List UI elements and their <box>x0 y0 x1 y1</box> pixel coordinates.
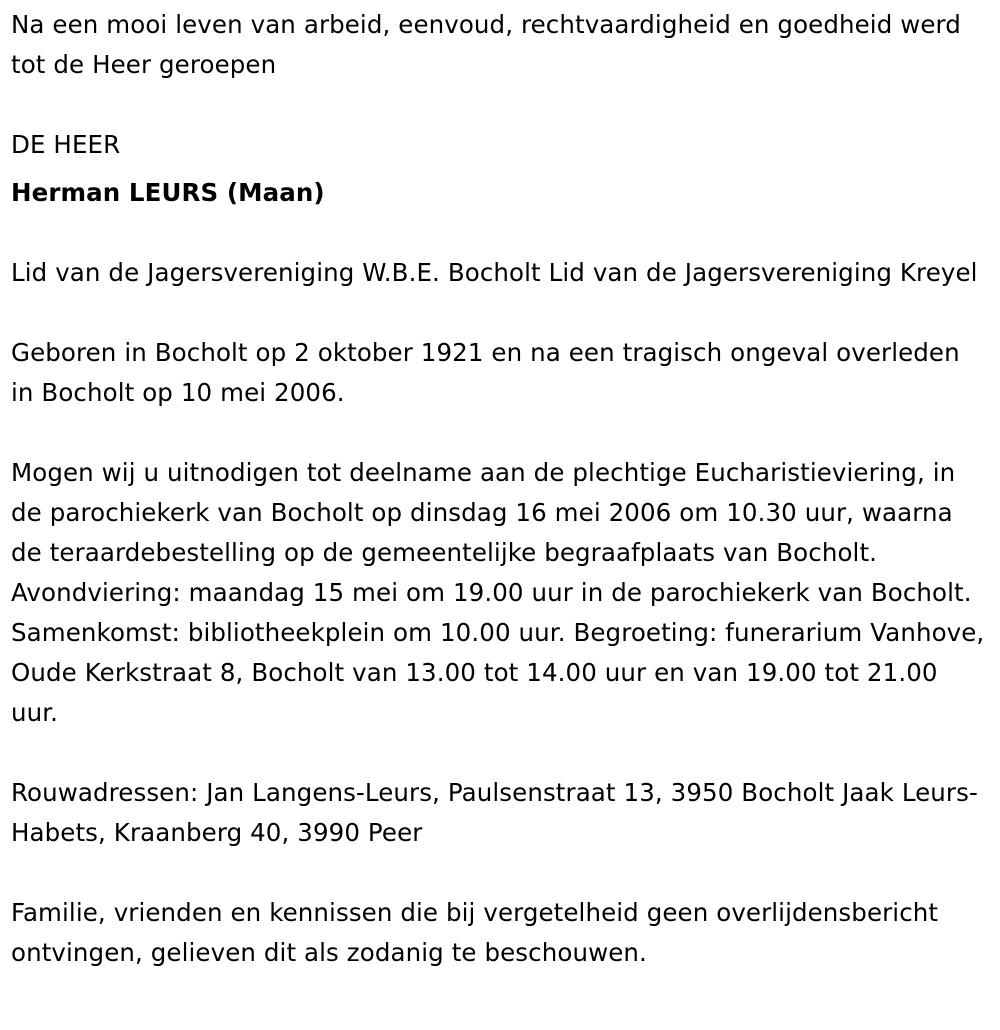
spacer <box>11 293 986 333</box>
spacer <box>11 213 986 253</box>
spacer <box>11 85 986 125</box>
addresses-text: Rouwadressen: Jan Langens-Leurs, Paulsenstraat 13, 3950 Bocholt Jaak Leurs-Habets, Kraanberg 40, 3990 Peer <box>11 778 978 847</box>
closing-text: Familie, vrienden en kennissen die bij vergetelheid geen overlijdensbericht ontvingen, gelieven dit als zodanig te beschouwen. <box>11 898 939 967</box>
deceased-name: Herman LEURS (Maan) <box>11 178 325 207</box>
spacer <box>11 733 986 773</box>
title-prefix: DE HEER <box>11 130 121 159</box>
memberships-text: Lid van de Jagersvereniging W.B.E. Bocholt Lid van de Jagersvereniging Kreyel <box>11 258 978 287</box>
birth-death-text: Geboren in Bocholt op 2 oktober 1921 en na een tragisch ongeval overleden in Bocholt op 10 mei 2006. <box>11 338 960 407</box>
intro-text: Na een mooi leven van arbeid, eenvoud, rechtvaardigheid en goedheid werd tot de Heer geroepen <box>11 10 961 79</box>
spacer <box>11 853 986 893</box>
spacer <box>11 413 986 453</box>
obituary-document <box>11 5 986 973</box>
service-text: Mogen wij u uitnodigen tot deelname aan de plechtige Eucharistieviering, in de parochiekerk van Bocholt op dinsdag 16 mei 2006 om 10.30 uur, waarna de teraardebestelling op de gemeentelijke begraafplaats van Bocholt. Avondviering: maandag 15 mei om 19.00 uur in de parochiekerk van Bocholt. Samenkomst: bibliotheekplein om 10.00 uur. Begroeting: funerarium Vanhove, Oude Kerkstraat 8, Bocholt van 13.00 tot 14.00 uur en van 19.00 tot 21.00 uur. <box>11 458 985 727</box>
